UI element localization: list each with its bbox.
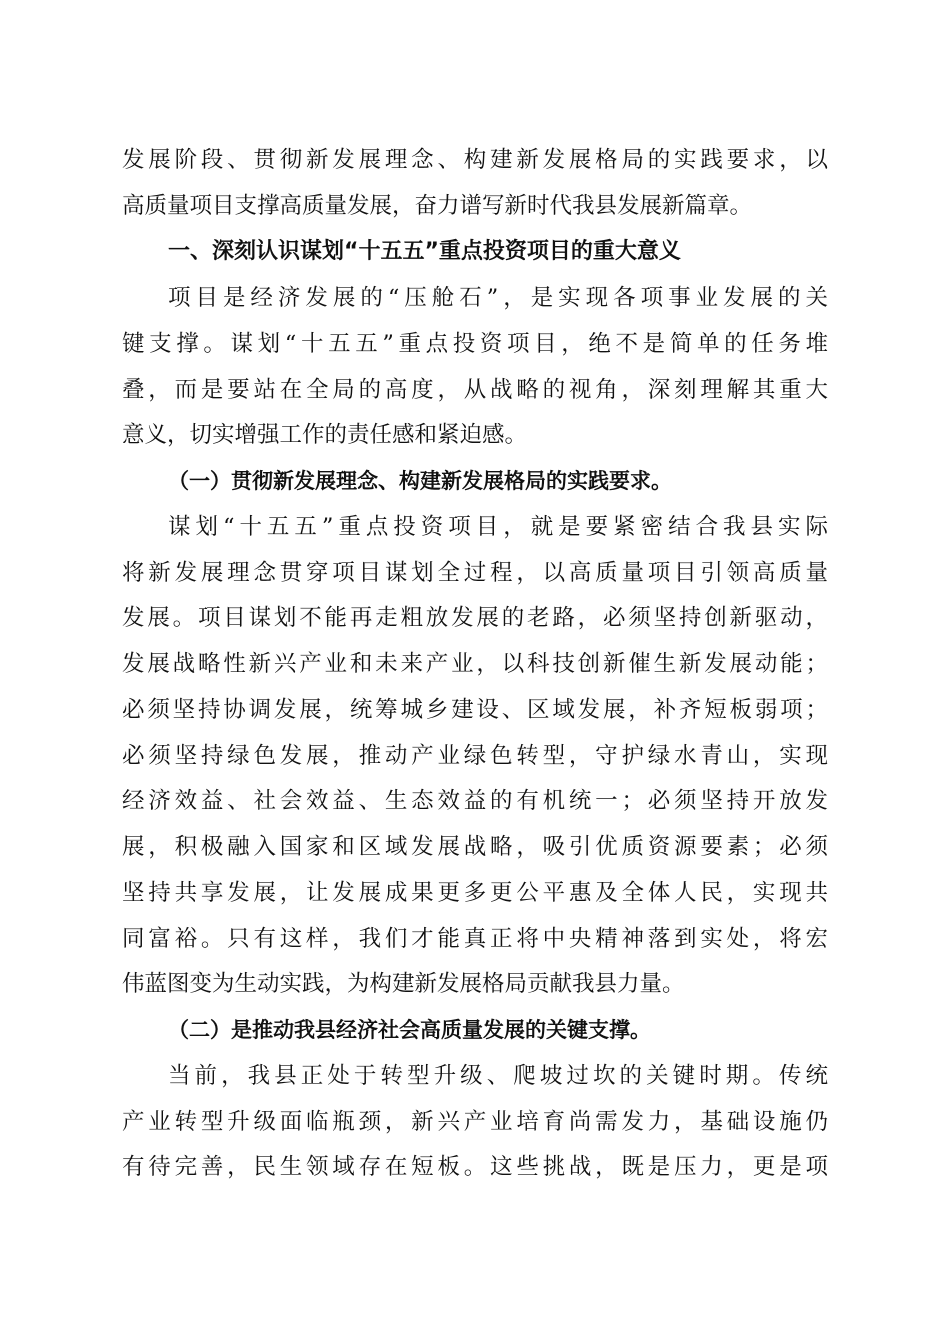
- body-text-line: 伟蓝图变为生动实践，为构建新发展格局贡献我县力量。: [122, 971, 685, 997]
- body-text-line: 必须坚持协调发展，统筹城乡建设、区域发展，补齐短板弱项；: [122, 697, 828, 723]
- body-text-line: 必须坚持绿色发展，推动产业绿色转型，守护绿水青山，实现: [122, 743, 828, 769]
- body-text-line: 同富裕。只有这样，我们才能真正将中央精神落到实处，将宏: [122, 926, 828, 952]
- body-text-line: 项目是经济发展的“压舱石”，是实现各项事业发展的关: [168, 285, 828, 311]
- body-text-line: 谋划“十五五”重点投资项目，就是要紧密结合我县实际: [168, 514, 828, 540]
- body-text-line: 将新发展理念贯穿项目谋划全过程，以高质量项目引领高质量: [122, 560, 828, 586]
- body-text-line: 当前，我县正处于转型升级、爬坡过坎的关键时期。传统: [168, 1063, 828, 1089]
- subsection-heading: （一）贯彻新发展理念、构建新发展格局的实践要求。: [168, 469, 672, 493]
- body-text-line: 键支撑。谋划“十五五”重点投资项目，绝不是简单的任务堆: [122, 331, 828, 357]
- body-text-line: 叠，而是要站在全局的高度，从战略的视角，深刻理解其重大: [122, 377, 828, 403]
- body-text-line: 产业转型升级面临瓶颈，新兴产业培育尚需发力，基础设施仍: [122, 1109, 828, 1135]
- body-text-line: 发展战略性新兴产业和未来产业，以科技创新催生新发展动能；: [122, 651, 828, 677]
- body-text-line: 坚持共享发展，让发展成果更多更公平惠及全体人民，实现共: [122, 880, 828, 906]
- body-text-line: 高质量项目支撑高质量发展，奋力谱写新时代我县发展新篇章。: [122, 193, 753, 219]
- body-text-line: 经济效益、社会效益、生态效益的有机统一；必须坚持开放发: [122, 788, 828, 814]
- body-text-line: 意义，切实增强工作的责任感和紧迫感。: [122, 422, 528, 448]
- body-text-line: 展，积极融入国家和区域发展战略，吸引优质资源要素；必须: [122, 834, 828, 860]
- body-text-line: 有待完善，民生领域存在短板。这些挑战，既是压力，更是项: [122, 1154, 828, 1180]
- section-heading: 一、深刻认识谋划“十五五”重点投资项目的重大意义: [168, 239, 681, 264]
- subsection-heading: （二）是推动我县经济社会高质量发展的关键支撑。: [168, 1018, 651, 1042]
- body-text-line: 发展阶段、贯彻新发展理念、构建新发展格局的实践要求，以: [122, 147, 828, 173]
- body-text-line: 发展。项目谋划不能再走粗放发展的老路，必须坚持创新驱动，: [122, 605, 828, 631]
